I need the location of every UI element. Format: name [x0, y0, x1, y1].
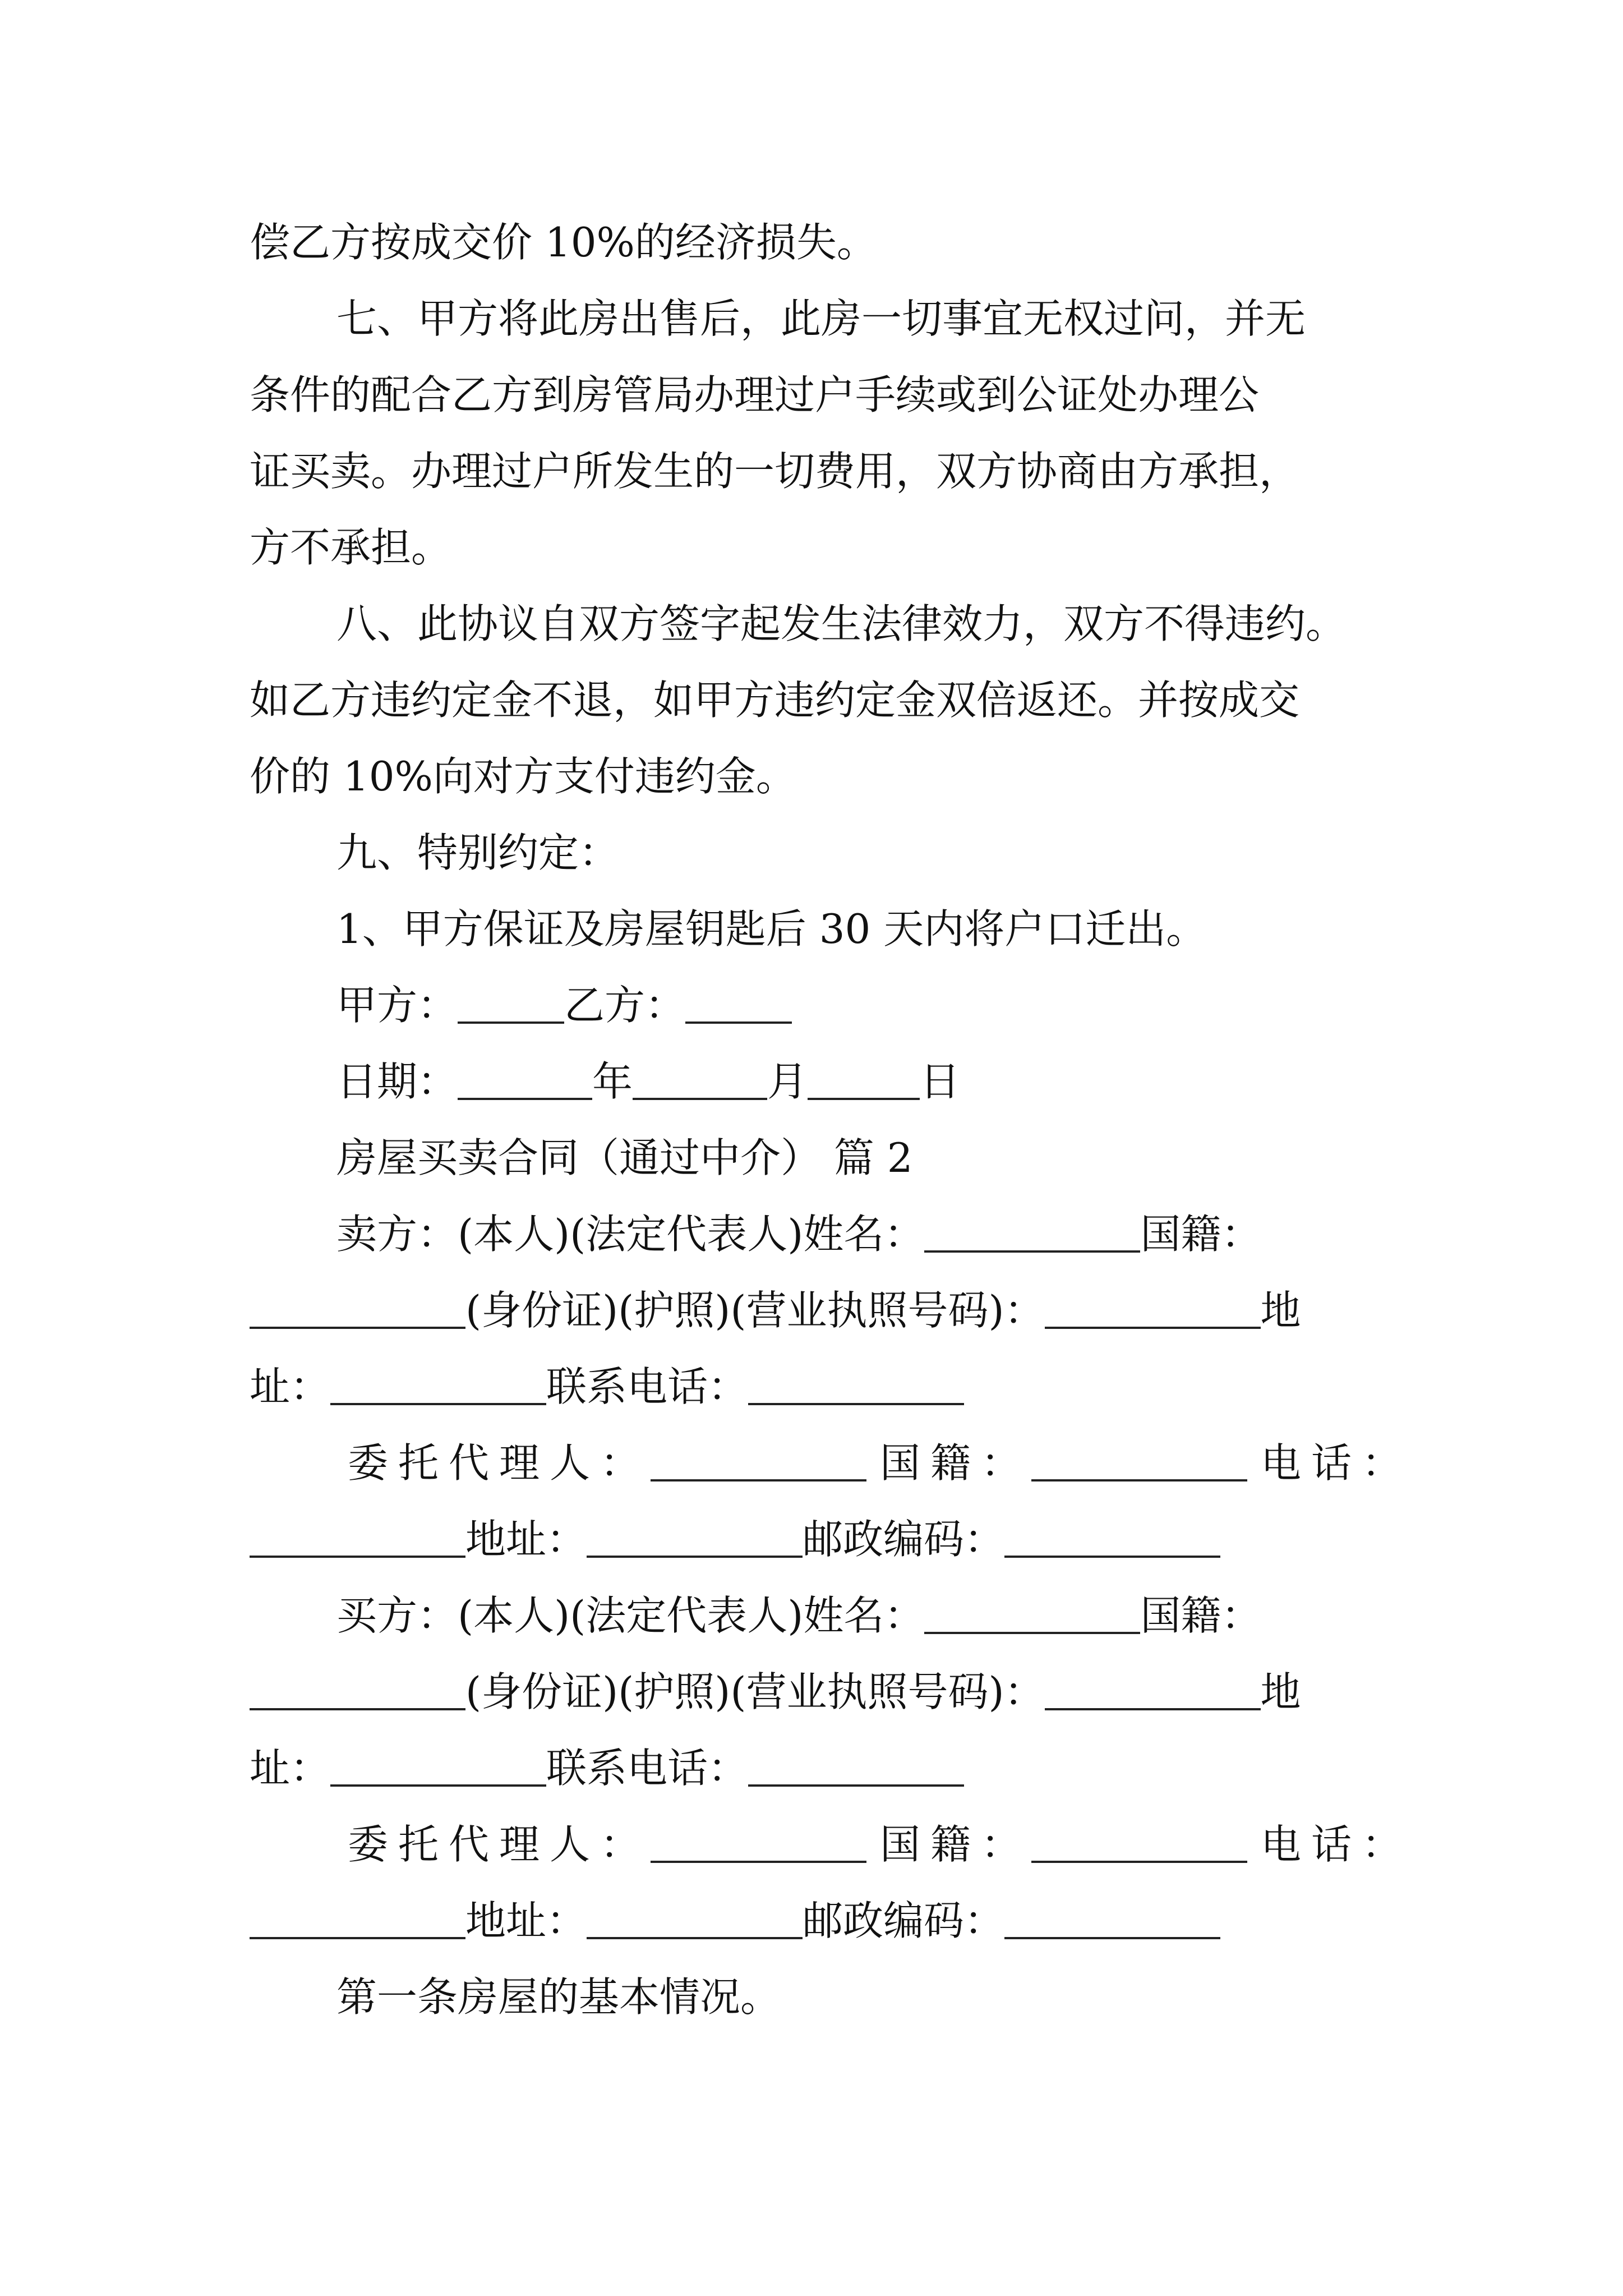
party-b-label: 乙方：	[564, 982, 686, 1029]
date-label: 日期：	[336, 1058, 458, 1105]
paragraph-7-line-1: 七、甲方将此房出售后，此房一切事宜无权过问，并无	[336, 295, 1306, 342]
seller-address-line	[250, 1353, 1394, 1420]
seller-id-label: (身份证)(护照)(营业执照号码)：	[465, 1287, 1045, 1334]
seller-address-label-a: 地	[1260, 1287, 1301, 1334]
seller-agent-nationality-blank[interactable]	[1031, 1443, 1247, 1481]
year-label: 年	[592, 1058, 633, 1105]
buyer-address-label-b: 址：	[250, 1745, 331, 1792]
buyer-agent-nationality-blank[interactable]	[1031, 1825, 1247, 1863]
seller-agent-address-line	[250, 1506, 1394, 1573]
seller-nationality-label: 国籍：	[1140, 1211, 1262, 1258]
seller-agent-address-blank[interactable]	[587, 1520, 803, 1558]
seller-name-label: 卖方：(本人)(法定代表人)姓名：	[336, 1211, 925, 1258]
buyer-agent-address-line	[250, 1887, 1394, 1954]
signature-line	[336, 972, 1394, 1039]
paragraph-7-line-2: 条件的配合乙方到房管局办理过户手续或到公证处办理公	[250, 371, 1260, 418]
buyer-address-label-a: 地	[1260, 1668, 1301, 1715]
paragraph-7-line-4: 方不承担。	[250, 524, 452, 571]
seller-id-line	[250, 1277, 1394, 1344]
party-a-label: 甲方：	[336, 982, 458, 1029]
seller-agent-postcode-label: 邮政编码：	[803, 1516, 1005, 1563]
day-label: 日	[920, 1058, 961, 1105]
seller-nationality-blank[interactable]	[250, 1291, 465, 1329]
party-a-blank[interactable]	[458, 986, 564, 1024]
buyer-id-line	[250, 1658, 1394, 1726]
seller-address-blank[interactable]	[330, 1367, 546, 1405]
buyer-phone-blank[interactable]	[748, 1749, 964, 1787]
month-blank[interactable]	[633, 1062, 767, 1100]
seller-phone-label: 联系电话：	[546, 1363, 749, 1410]
buyer-agent-postcode-blank[interactable]	[1004, 1901, 1220, 1939]
seller-agent-postcode-blank[interactable]	[1004, 1520, 1220, 1558]
buyer-nationality-blank[interactable]	[250, 1672, 465, 1710]
seller-phone-blank[interactable]	[748, 1367, 964, 1405]
buyer-name-line	[336, 1582, 1394, 1649]
paragraph-9-heading: 九、特别约定：	[336, 829, 620, 876]
special-term-1: 1、甲方保证及房屋钥匙后 30 天内将户口迁出。	[336, 905, 1207, 953]
paragraph-8-line-2: 如乙方违约定金不退，如甲方违约定金双倍返还。并按成交	[250, 677, 1300, 724]
buyer-name-blank[interactable]	[924, 1596, 1140, 1634]
article-1-heading: 第一条房屋的基本情况。	[336, 1973, 781, 2021]
seller-agent-blank[interactable]	[651, 1443, 866, 1481]
seller-agent-phone-label: 电话：	[1261, 1439, 1413, 1487]
buyer-agent-nationality-label: 国籍：	[880, 1821, 1032, 1868]
buyer-address-blank[interactable]	[330, 1749, 546, 1787]
buyer-agent-label: 委托代理人：	[348, 1821, 651, 1868]
seller-agent-line	[336, 1429, 1413, 1497]
buyer-agent-phone-blank[interactable]	[250, 1901, 465, 1939]
buyer-agent-postcode-label: 邮政编码：	[803, 1897, 1005, 1944]
buyer-phone-label: 联系电话：	[546, 1745, 749, 1792]
year-blank[interactable]	[458, 1062, 592, 1100]
month-label: 月	[767, 1058, 808, 1105]
seller-agent-phone-blank[interactable]	[250, 1520, 465, 1558]
buyer-name-label: 买方：(本人)(法定代表人)姓名：	[336, 1592, 925, 1639]
buyer-id-label: (身份证)(护照)(营业执照号码)：	[465, 1668, 1045, 1715]
paragraph-7-line-3: 证买卖。办理过户所发生的一切费用，双方协商由方承担，	[250, 448, 1300, 495]
contract-2-title: 房屋买卖合同（通过中介） 篇 2	[336, 1134, 913, 1181]
buyer-id-blank[interactable]	[1045, 1672, 1261, 1710]
buyer-agent-phone-label: 电话：	[1261, 1821, 1413, 1868]
seller-agent-nationality-label: 国籍：	[880, 1439, 1032, 1487]
seller-id-blank[interactable]	[1045, 1291, 1261, 1329]
buyer-address-line	[250, 1734, 1394, 1802]
seller-agent-label: 委托代理人：	[348, 1439, 651, 1487]
seller-address-label-b: 址：	[250, 1363, 331, 1410]
paragraph-8-line-1: 八、此协议自双方签字起发生法律效力，双方不得违约。	[336, 600, 1347, 647]
date-line	[336, 1048, 1394, 1115]
buyer-agent-address-blank[interactable]	[587, 1901, 803, 1939]
seller-agent-address-label: 地址：	[465, 1516, 587, 1563]
seller-name-blank[interactable]	[924, 1214, 1140, 1253]
paragraph-6-end: 偿乙方按成交价 10%的经济损失。	[250, 219, 877, 266]
party-b-blank[interactable]	[685, 986, 792, 1024]
buyer-agent-blank[interactable]	[651, 1825, 866, 1863]
buyer-agent-address-label: 地址：	[465, 1897, 587, 1944]
buyer-agent-line	[336, 1811, 1413, 1878]
paragraph-8-line-3: 价的 10%向对方支付违约金。	[250, 753, 796, 800]
buyer-nationality-label: 国籍：	[1140, 1592, 1262, 1639]
day-blank[interactable]	[808, 1062, 920, 1100]
seller-name-line	[336, 1200, 1394, 1268]
